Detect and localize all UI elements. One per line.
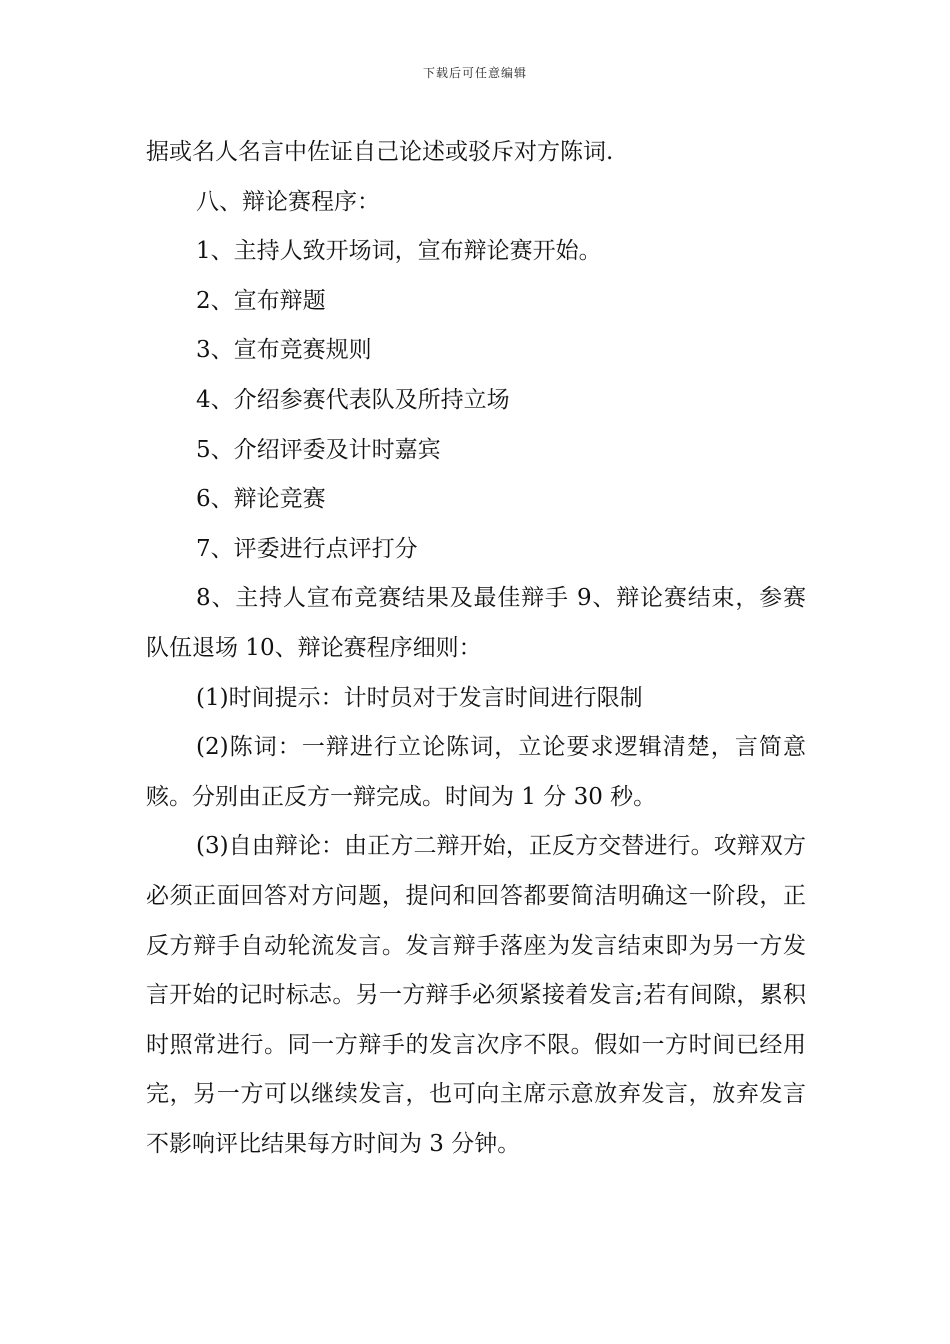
- list-item: 3、宣布竞赛规则: [196, 337, 372, 364]
- list-item: 8、主持人宣布竞赛结果及最佳辩手 9、辩论赛结束，参赛队伍退场 10、辩论赛程序细则：: [146, 585, 806, 661]
- section-heading-procedure: 八、辩论赛程序：: [196, 188, 380, 215]
- list-item: 1、主持人致开场词，宣布辩论赛开始。: [196, 238, 602, 265]
- rule-paragraph: (2)陈词：一辩进行立论陈词，立论要求逻辑清楚，言简意赅。分别由正反方一辩完成。时间为 1 分 30 秒。: [146, 734, 806, 810]
- rule-paragraph: (1)时间提示：计时员对于发言时间进行限制: [196, 684, 643, 711]
- list-item: 4、介绍参赛代表队及所持立场: [196, 386, 510, 413]
- paragraph-continuation: 据或名人名言中佐证自己论述或驳斥对方陈词.: [146, 139, 614, 165]
- list-item: 7、评委进行点评打分: [196, 535, 418, 562]
- rule-paragraph: (3)自由辩论：由正方二辩开始，正反方交替进行。攻辩双方必须正面回答对方问题，提问和回答都要简洁明确这一阶段，正反方辩手自动轮流发言。发言辩手落座为发言结束即为另一方发言开始的记时标志。另一方辩手必须紧接着发言;若有间隙，累积时照常进行。同一方辩手的发言次序不限。假如一方时间已经用完，另一方可以继续发言，也可向主席示意放弃发言，放弃发言不影响评比结果每方时间为 3 分钟。: [146, 833, 806, 1157]
- document-body: [146, 128, 806, 1169]
- list-item: 6、辩论竞赛: [196, 486, 326, 513]
- page-header: 下载后可任意编辑: [422, 66, 527, 80]
- list-item: 5、介绍评委及计时嘉宾: [196, 436, 441, 463]
- list-item: 2、宣布辩题: [196, 287, 326, 314]
